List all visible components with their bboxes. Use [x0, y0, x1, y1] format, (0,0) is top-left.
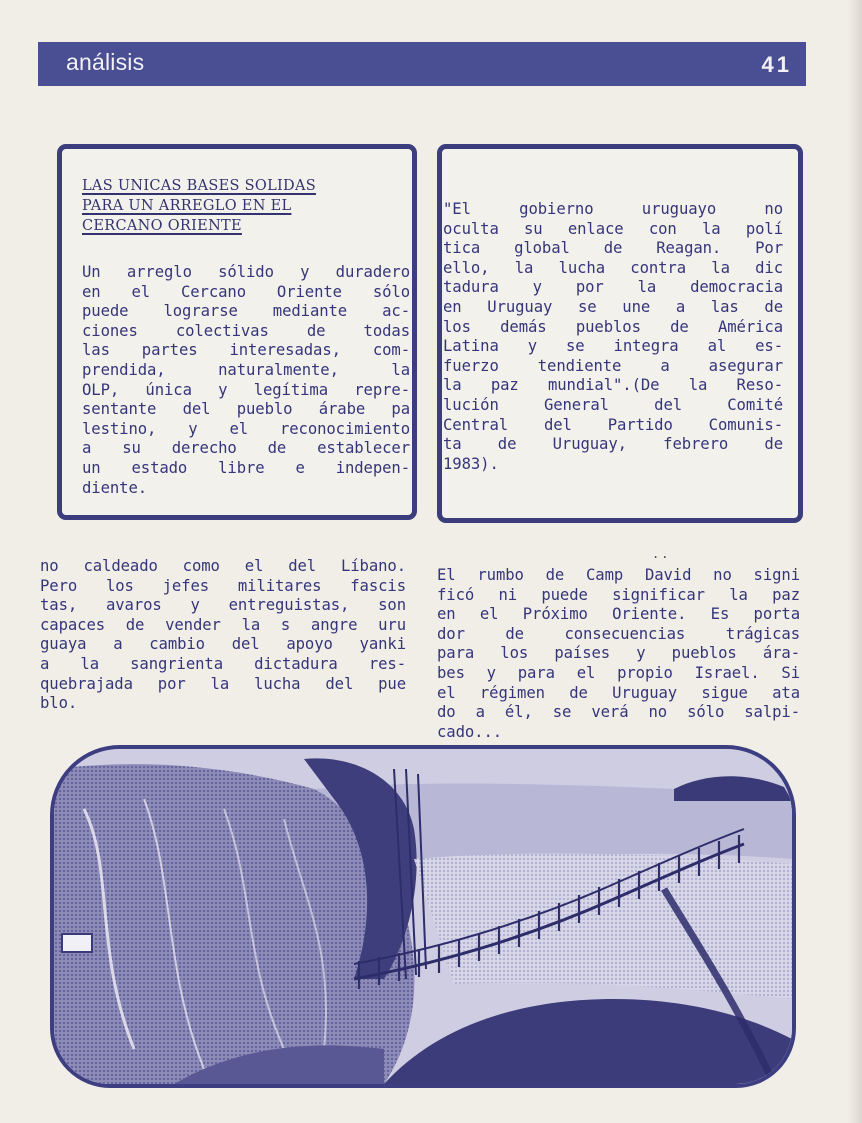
quote-line: lución General del Comité [443, 395, 783, 414]
body-line: puede lograrse mediante ac- [82, 302, 410, 321]
column-line: el régimen de Uruguay sigue ata [437, 683, 800, 702]
article-column-left [40, 557, 406, 714]
body-line: lestino, y el reconocimiento [82, 419, 410, 438]
quote-line: la paz mundial".(De la Reso- [443, 376, 783, 395]
column-line: tas, avaros y entreguistas, son [40, 596, 406, 615]
quote-line: ello, la lucha contra la dic [443, 258, 783, 277]
border-fence-photo [50, 745, 796, 1088]
body-line: ciones colectivas de todas [82, 321, 410, 340]
box-heading-line: PARA UN ARREGLO EN EL [82, 198, 292, 214]
column-line: El rumbo de Camp David no signi [437, 566, 800, 584]
column-line: guaya a cambio del apoyo yanki [40, 635, 406, 654]
photo-illustration [54, 749, 792, 1084]
section-header-bar [38, 42, 806, 86]
quote-line: Latina y se integra al es- [443, 337, 783, 356]
quote-line: ta de Uruguay, febrero de [443, 435, 783, 454]
body-line: prendida, naturalmente, la [82, 360, 410, 379]
quote-line: Central del Partido Comunis- [443, 415, 783, 434]
quote-box [437, 144, 803, 523]
quote-line: tica global de Reagan. Por [443, 239, 783, 258]
column-line: dor de consecuencias trágicas [437, 624, 800, 643]
article-column-right [437, 566, 800, 742]
body-line: un estado libre e indepen- [82, 458, 410, 477]
body-line: OLP, única y legítima repre- [82, 380, 410, 399]
body-line: a su derecho de establecer [82, 439, 410, 458]
column-line: blo. [40, 694, 78, 713]
column-line: en el Próximo Oriente. Es porta [437, 605, 800, 624]
ink-mark: .. [652, 547, 671, 561]
quote-line: tadura y por la democracia [443, 278, 783, 297]
column-line: capaces de vender la s angre uru [40, 615, 406, 634]
body-line: sentante del pueblo árabe pa [82, 400, 410, 419]
body-line: las partes interesadas, com- [82, 341, 410, 360]
column-line: cado... [437, 722, 503, 741]
column-line: quebrajada por la lucha del pue [40, 674, 406, 693]
body-line: Un arreglo sólido y duradero [82, 263, 410, 281]
column-line: no caldeado como el del Líbano. [40, 557, 406, 575]
body-line: diente. [82, 478, 148, 497]
column-line: Pero los jefes militares fascis [40, 576, 406, 595]
box-heading-line: CERCANO ORIENTE [82, 218, 242, 234]
body-line: en el Cercano Oriente sólo [82, 282, 410, 301]
sidebar-box-bases-solidas [57, 144, 417, 520]
quote-line: "El gobierno uruguayo no [443, 200, 783, 218]
page-edge-shadow [848, 0, 862, 1123]
box-body [82, 263, 410, 498]
column-line: para los países y pueblos ára- [437, 644, 800, 663]
column-line: ficó ni puede significar la paz [437, 585, 800, 604]
column-line: a la sangrienta dictadura res- [40, 654, 406, 673]
quote-line: fuerzo tendiente a asegurar [443, 356, 783, 375]
quote-line: 1983). [443, 454, 499, 473]
column-line: do a él, se verá no sólo salpi- [437, 703, 800, 722]
box-heading-line: LAS UNICAS BASES SOLIDAS [82, 178, 316, 194]
page-number: 41 [761, 52, 792, 77]
box-heading [82, 176, 392, 236]
quote-line: oculta su enlace con la polí [443, 219, 783, 238]
column-line: bes y para el propio Israel. Si [437, 663, 800, 682]
quote-line: en Uruguay se une a las de [443, 297, 783, 316]
section-title: análisis [66, 49, 145, 75]
quote-line: los demás pueblos de América [443, 317, 783, 336]
quote-body [443, 200, 783, 474]
